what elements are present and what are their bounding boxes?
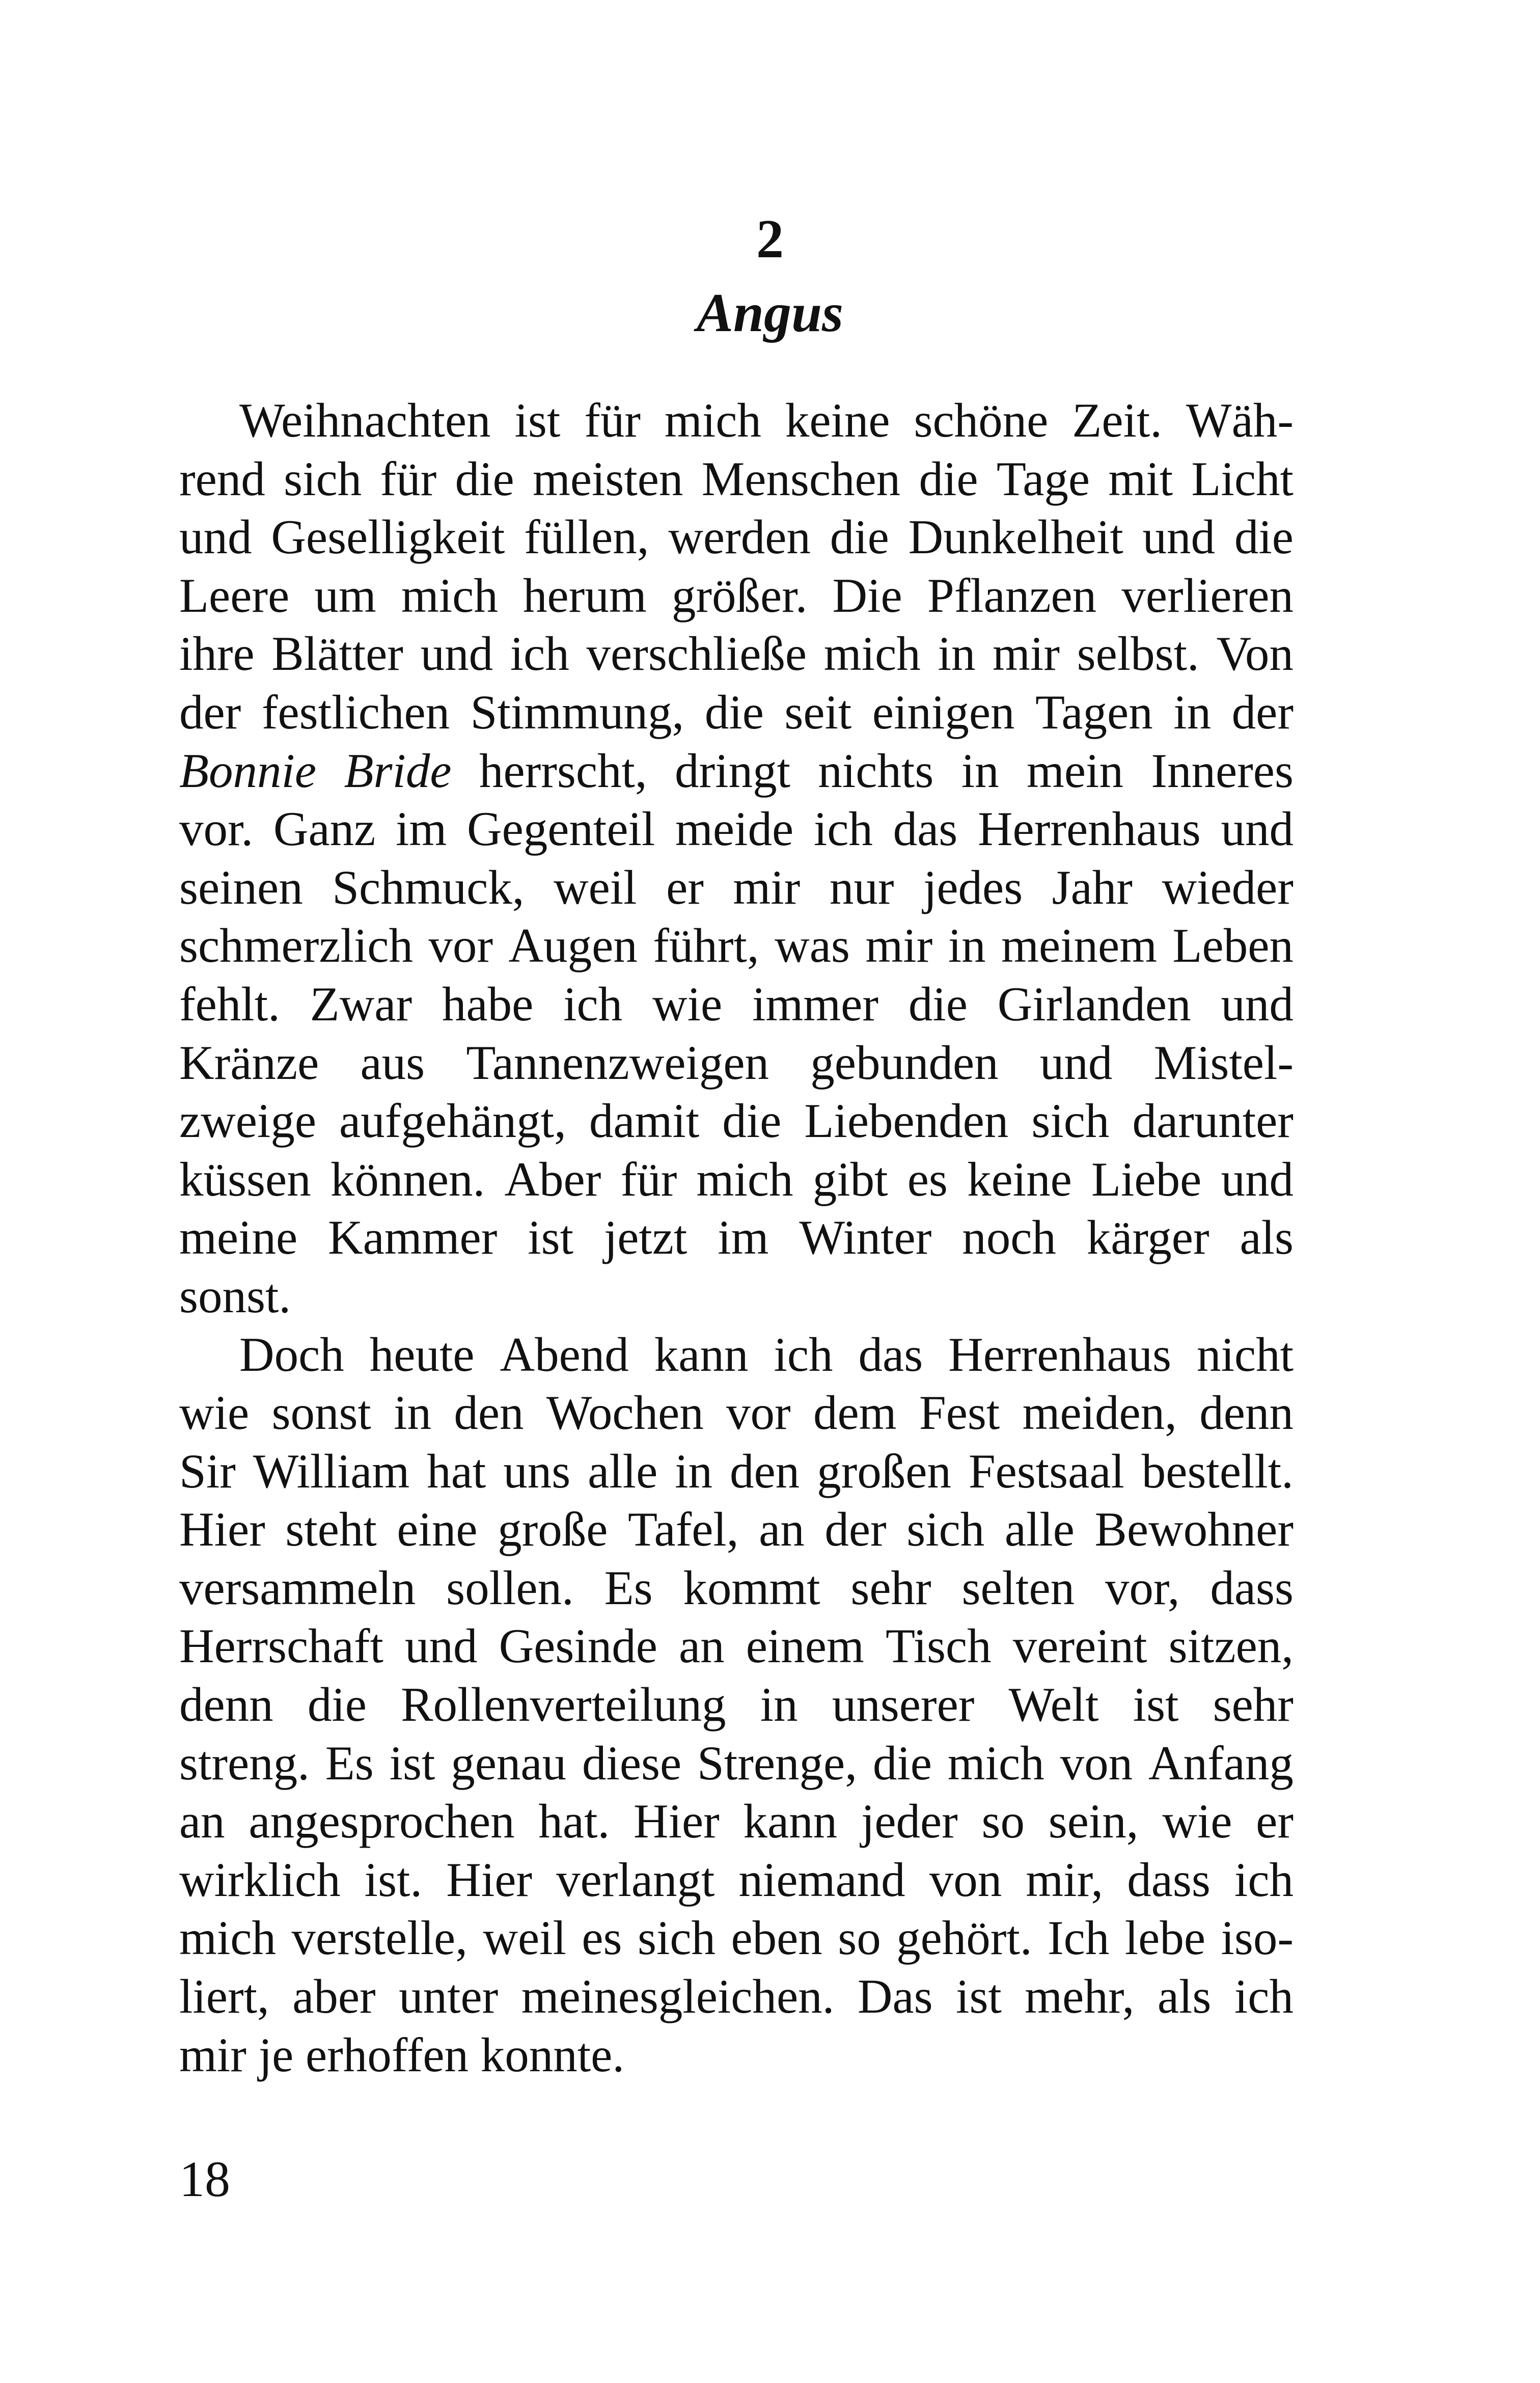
word: sein,: [1048, 1794, 1139, 1849]
word: an: [759, 1502, 805, 1557]
word: hat.: [538, 1794, 610, 1849]
word: selbst.: [1077, 627, 1199, 681]
word: ist: [1133, 1677, 1179, 1732]
word: der: [179, 685, 241, 739]
word: denn: [179, 1677, 273, 1732]
word: kommt: [683, 1560, 820, 1615]
word: Geselligkeit: [271, 510, 505, 564]
word: mich: [696, 1152, 793, 1206]
word: ich: [510, 627, 569, 681]
word: er: [666, 860, 704, 914]
word: fehlt.: [179, 977, 280, 1031]
word: herum: [523, 568, 647, 622]
word: wie: [1162, 1794, 1232, 1849]
word: Es: [325, 1736, 374, 1790]
text-line: [179, 1851, 1294, 1909]
word: angesprochen: [249, 1794, 515, 1849]
word: Festsaal: [968, 1444, 1124, 1498]
word: mir: [733, 860, 801, 914]
word: die: [872, 1736, 932, 1790]
word: als: [1157, 1969, 1212, 2024]
word: seit: [784, 685, 852, 739]
word: Doch: [239, 1327, 344, 1382]
word: Inneres: [1151, 743, 1294, 798]
word: ist.: [364, 1852, 423, 1907]
word: vor.: [179, 802, 254, 856]
word: ist: [514, 393, 561, 447]
word: können.: [330, 1152, 485, 1206]
word: ich: [1234, 1969, 1294, 2024]
word: die: [455, 451, 514, 506]
word: Tafel,: [628, 1502, 739, 1557]
word: so: [838, 1911, 881, 1965]
word: Kammer: [327, 1210, 498, 1265]
word: die: [830, 510, 889, 564]
text-line: [179, 1792, 1294, 1851]
word: sehr: [850, 1560, 931, 1615]
word: und: [404, 1619, 478, 1673]
word: eben: [731, 1911, 822, 1965]
word: dem: [813, 1386, 897, 1440]
word: der: [824, 1502, 887, 1557]
word: die: [919, 451, 978, 506]
word: mir,: [1026, 1852, 1104, 1907]
word: keine: [967, 1152, 1072, 1206]
word: genau: [451, 1736, 567, 1790]
word: Ganz: [273, 802, 376, 856]
word: streng.: [179, 1736, 310, 1790]
word: Tagen: [1035, 685, 1153, 739]
text-line: [179, 508, 1294, 566]
word: ist: [389, 1736, 435, 1790]
word: jedes: [923, 860, 1023, 914]
word: kärger: [1086, 1210, 1209, 1265]
word: damit: [589, 1094, 700, 1148]
text-line: [179, 1034, 1294, 1092]
word: Liebe: [1091, 1152, 1202, 1206]
word: aus: [360, 1035, 425, 1090]
word: in: [675, 1444, 713, 1498]
word: Strenge,: [697, 1736, 857, 1790]
word: für: [620, 1152, 677, 1206]
word: eine: [397, 1502, 478, 1557]
word: Weihnachten: [239, 393, 491, 447]
word: vor: [726, 1386, 791, 1440]
word: und: [1221, 1152, 1294, 1206]
word: nichts: [818, 743, 934, 798]
word: ihre: [179, 627, 255, 681]
word: als: [1240, 1210, 1294, 1265]
word: Herrenhaus: [977, 802, 1201, 856]
word: ich: [563, 977, 623, 1031]
word: gibt: [812, 1152, 888, 1206]
text-line: [179, 800, 1294, 858]
word: in: [394, 1386, 432, 1440]
word: für: [380, 451, 437, 506]
word: alle: [1004, 1502, 1075, 1557]
text-line: [179, 858, 1294, 917]
word: Das: [857, 1969, 933, 2024]
word: nur: [829, 860, 894, 914]
word: erhoffen: [306, 2027, 469, 2082]
word: es: [907, 1152, 948, 1206]
word: für: [584, 393, 641, 447]
word: rend: [179, 451, 265, 506]
word: aber: [292, 1969, 376, 2024]
word: an: [179, 1794, 225, 1849]
text-line: [179, 1384, 1294, 1442]
word: mich: [179, 1911, 276, 1965]
word: vereint: [1012, 1619, 1147, 1673]
word: Winter: [799, 1210, 932, 1265]
word: meide: [675, 802, 794, 856]
word: mir: [179, 2027, 246, 2082]
word: sich: [1031, 1094, 1110, 1148]
word: Girlanden: [997, 977, 1191, 1031]
word: sich: [906, 1502, 985, 1557]
word: kann: [743, 1794, 838, 1849]
word: Die: [832, 568, 902, 622]
word: steht: [285, 1502, 377, 1557]
text-line: [179, 975, 1294, 1034]
body-text: [179, 391, 1294, 2084]
word: in: [1173, 685, 1212, 739]
word: ich: [774, 1327, 833, 1382]
word: Welt: [1008, 1677, 1099, 1732]
word: Bride: [344, 743, 452, 798]
word: Von: [1216, 627, 1294, 681]
word: in: [938, 627, 976, 681]
text-line: [179, 1208, 1294, 1267]
word: Rollenverteilung: [401, 1677, 726, 1732]
word: sollen.: [446, 1560, 574, 1615]
word: küssen: [179, 1152, 311, 1206]
text-line: [179, 1675, 1294, 1734]
word: ich: [1234, 1852, 1294, 1907]
word: sonst.: [179, 1268, 291, 1323]
word: im: [396, 802, 447, 856]
word: sehr: [1213, 1677, 1294, 1732]
word: immer: [752, 977, 878, 1031]
word: die: [722, 1094, 782, 1148]
word: größer.: [671, 568, 808, 622]
word: festlichen: [261, 685, 450, 739]
word: sitzen,: [1168, 1619, 1294, 1673]
word: und: [420, 627, 493, 681]
word: wie: [179, 1386, 250, 1440]
text-line: [179, 566, 1294, 625]
word: Blätter: [271, 627, 403, 681]
word: noch: [962, 1210, 1056, 1265]
word: mein: [1027, 743, 1123, 798]
text-line: [179, 1909, 1294, 1967]
word: lebe: [1124, 1911, 1206, 1965]
word: die: [704, 685, 764, 739]
word: nicht: [1197, 1327, 1294, 1382]
word: Schmuck,: [332, 860, 525, 914]
word: und: [1221, 802, 1294, 856]
word: Augen: [508, 918, 638, 973]
word: schmerzlich: [179, 918, 413, 973]
text-line: [179, 1967, 1294, 2026]
word: den: [454, 1386, 524, 1440]
word: Tisch: [885, 1619, 992, 1673]
text-line: [179, 1092, 1294, 1150]
word: einigen: [872, 685, 1015, 739]
word: uns: [503, 1444, 571, 1498]
word: vor: [428, 918, 493, 973]
text-line: [179, 450, 1294, 508]
word: füllen,: [524, 510, 649, 564]
word: mich: [401, 568, 498, 622]
word: wirklich: [179, 1852, 341, 1907]
word: alle: [588, 1444, 658, 1498]
word: ist: [528, 1210, 573, 1265]
word: große: [498, 1502, 608, 1557]
word: iso-: [1221, 1911, 1294, 1965]
word: so: [981, 1794, 1025, 1849]
word: Sir: [179, 1444, 236, 1498]
word: mich: [947, 1736, 1044, 1790]
word: mich: [664, 393, 761, 447]
word: das: [858, 1327, 923, 1382]
word: Zeit.: [1072, 393, 1163, 447]
word: dringt: [675, 743, 790, 798]
word: jetzt: [603, 1210, 688, 1265]
word: mir: [865, 918, 933, 973]
word: die: [307, 1677, 367, 1732]
word: sich: [637, 1911, 716, 1965]
word: darunter: [1132, 1094, 1294, 1148]
word: konnte.: [480, 2027, 625, 2082]
word: mir: [993, 627, 1060, 681]
word: im: [718, 1210, 769, 1265]
word: meinesgleichen.: [521, 1969, 835, 2024]
word: Pflanzen: [927, 568, 1097, 622]
word: einem: [746, 1619, 864, 1673]
chapter-number: 2: [756, 209, 784, 269]
word: mehr,: [1025, 1969, 1135, 2024]
word: Gesinde: [499, 1619, 657, 1673]
word: unter: [399, 1969, 499, 2024]
word: Hier: [633, 1794, 720, 1849]
word: großen: [817, 1444, 951, 1498]
word: Leben: [1172, 918, 1294, 973]
word: in: [961, 743, 999, 798]
word: weil: [554, 860, 637, 914]
text-line: [179, 742, 1294, 800]
word: verlieren: [1121, 568, 1294, 622]
word: diese: [582, 1736, 682, 1790]
word: in: [948, 918, 986, 973]
word: um: [314, 568, 376, 622]
word: niemand: [738, 1852, 905, 1907]
word: Hier: [446, 1852, 533, 1907]
word: Stimmung,: [470, 685, 684, 739]
word: Dunkelheit: [908, 510, 1123, 564]
word: wie: [652, 977, 723, 1031]
word: meisten: [532, 451, 683, 506]
word: habe: [442, 977, 534, 1031]
word: was: [775, 918, 850, 973]
word: Anfang: [1148, 1736, 1294, 1790]
word: Tannenzweigen: [466, 1035, 769, 1090]
page-number: 18: [179, 2151, 230, 2207]
text-line: [179, 2026, 1294, 2084]
word: schöne: [914, 393, 1049, 447]
word: heute: [369, 1327, 475, 1382]
word: Ich: [1048, 1911, 1110, 1965]
word: Liebenden: [804, 1094, 1009, 1148]
word: keine: [785, 393, 890, 447]
word: Bewohner: [1094, 1502, 1294, 1557]
text-line: [179, 1500, 1294, 1559]
text-line: [179, 391, 1294, 450]
word: den: [729, 1444, 800, 1498]
chapter-title: Angus: [696, 283, 844, 343]
text-line: [179, 1734, 1294, 1793]
text-line: [179, 1559, 1294, 1617]
text-line: [179, 916, 1294, 975]
word: Gegenteil: [467, 802, 655, 856]
word: Herrenhaus: [948, 1327, 1172, 1382]
word: werden: [668, 510, 811, 564]
word: und: [1142, 510, 1216, 564]
text-line: [179, 1617, 1294, 1675]
word: mich: [823, 627, 921, 681]
word: liert,: [179, 1969, 269, 2024]
word: bestellt.: [1141, 1444, 1294, 1498]
word: und: [179, 510, 252, 564]
text-line: [179, 625, 1294, 683]
word: verlangt: [556, 1852, 715, 1907]
word: es: [582, 1911, 622, 1965]
word: meinem: [1001, 918, 1158, 973]
word: Herrschaft: [179, 1619, 383, 1673]
word: Abend: [500, 1327, 629, 1382]
word: Fest: [919, 1386, 1000, 1440]
word: vor,: [1105, 1560, 1180, 1615]
word: von: [1060, 1736, 1133, 1790]
word: je: [258, 2027, 294, 2082]
word: selten: [961, 1560, 1075, 1615]
word: jeder: [861, 1794, 958, 1849]
word: Tage: [996, 451, 1090, 506]
word: Aber: [504, 1152, 601, 1206]
word: er: [1256, 1794, 1294, 1849]
word: Jahr: [1052, 860, 1133, 914]
word: Wochen: [546, 1386, 704, 1440]
word: denn: [1199, 1386, 1294, 1440]
word: führt,: [653, 918, 759, 973]
word: meiden,: [1022, 1386, 1177, 1440]
word: unserer: [832, 1677, 975, 1732]
word: Mistel-: [1153, 1035, 1294, 1090]
word: ist: [956, 1969, 1002, 2024]
word: gehört.: [896, 1911, 1032, 1965]
word: dass: [1127, 1852, 1211, 1907]
word: in: [760, 1677, 798, 1732]
word: und: [1039, 1035, 1113, 1090]
word: an: [678, 1619, 725, 1673]
text-line: [179, 1267, 1294, 1325]
text-line: [179, 683, 1294, 742]
word: und: [1221, 977, 1294, 1031]
word: hat: [427, 1444, 486, 1498]
word: gebunden: [810, 1035, 999, 1090]
word: sich: [284, 451, 362, 506]
word: Kränze: [179, 1035, 319, 1090]
word: der: [1231, 685, 1294, 739]
word: mit: [1108, 451, 1173, 506]
word: Leere: [179, 568, 290, 622]
word: von: [929, 1852, 1002, 1907]
word: die: [1234, 510, 1294, 564]
word: Menschen: [701, 451, 901, 506]
word: seinen: [179, 860, 303, 914]
word: die: [908, 977, 968, 1031]
word: Wäh-: [1186, 393, 1294, 447]
text-line: [179, 1442, 1294, 1501]
word: zweige: [179, 1094, 316, 1148]
word: aufgehängt,: [339, 1094, 566, 1148]
word: Hier: [179, 1502, 265, 1557]
word: versammeln: [179, 1560, 416, 1615]
word: sonst: [271, 1386, 371, 1440]
word: William: [253, 1444, 410, 1498]
word: meine: [179, 1210, 298, 1265]
word: kann: [654, 1327, 749, 1382]
word: Licht: [1191, 451, 1294, 506]
word: wieder: [1162, 860, 1294, 914]
word: verschließe: [586, 627, 807, 681]
word: verstelle,: [291, 1911, 468, 1965]
word: dass: [1210, 1560, 1294, 1615]
word: ich: [813, 802, 873, 856]
text-line: [179, 1325, 1294, 1384]
word: das: [893, 802, 958, 856]
word: Es: [604, 1560, 653, 1615]
word: Bonnie: [179, 743, 317, 798]
text-line: [179, 1150, 1294, 1209]
word: herrscht,: [479, 743, 647, 798]
word: weil: [483, 1911, 566, 1965]
word: Zwar: [310, 977, 413, 1031]
